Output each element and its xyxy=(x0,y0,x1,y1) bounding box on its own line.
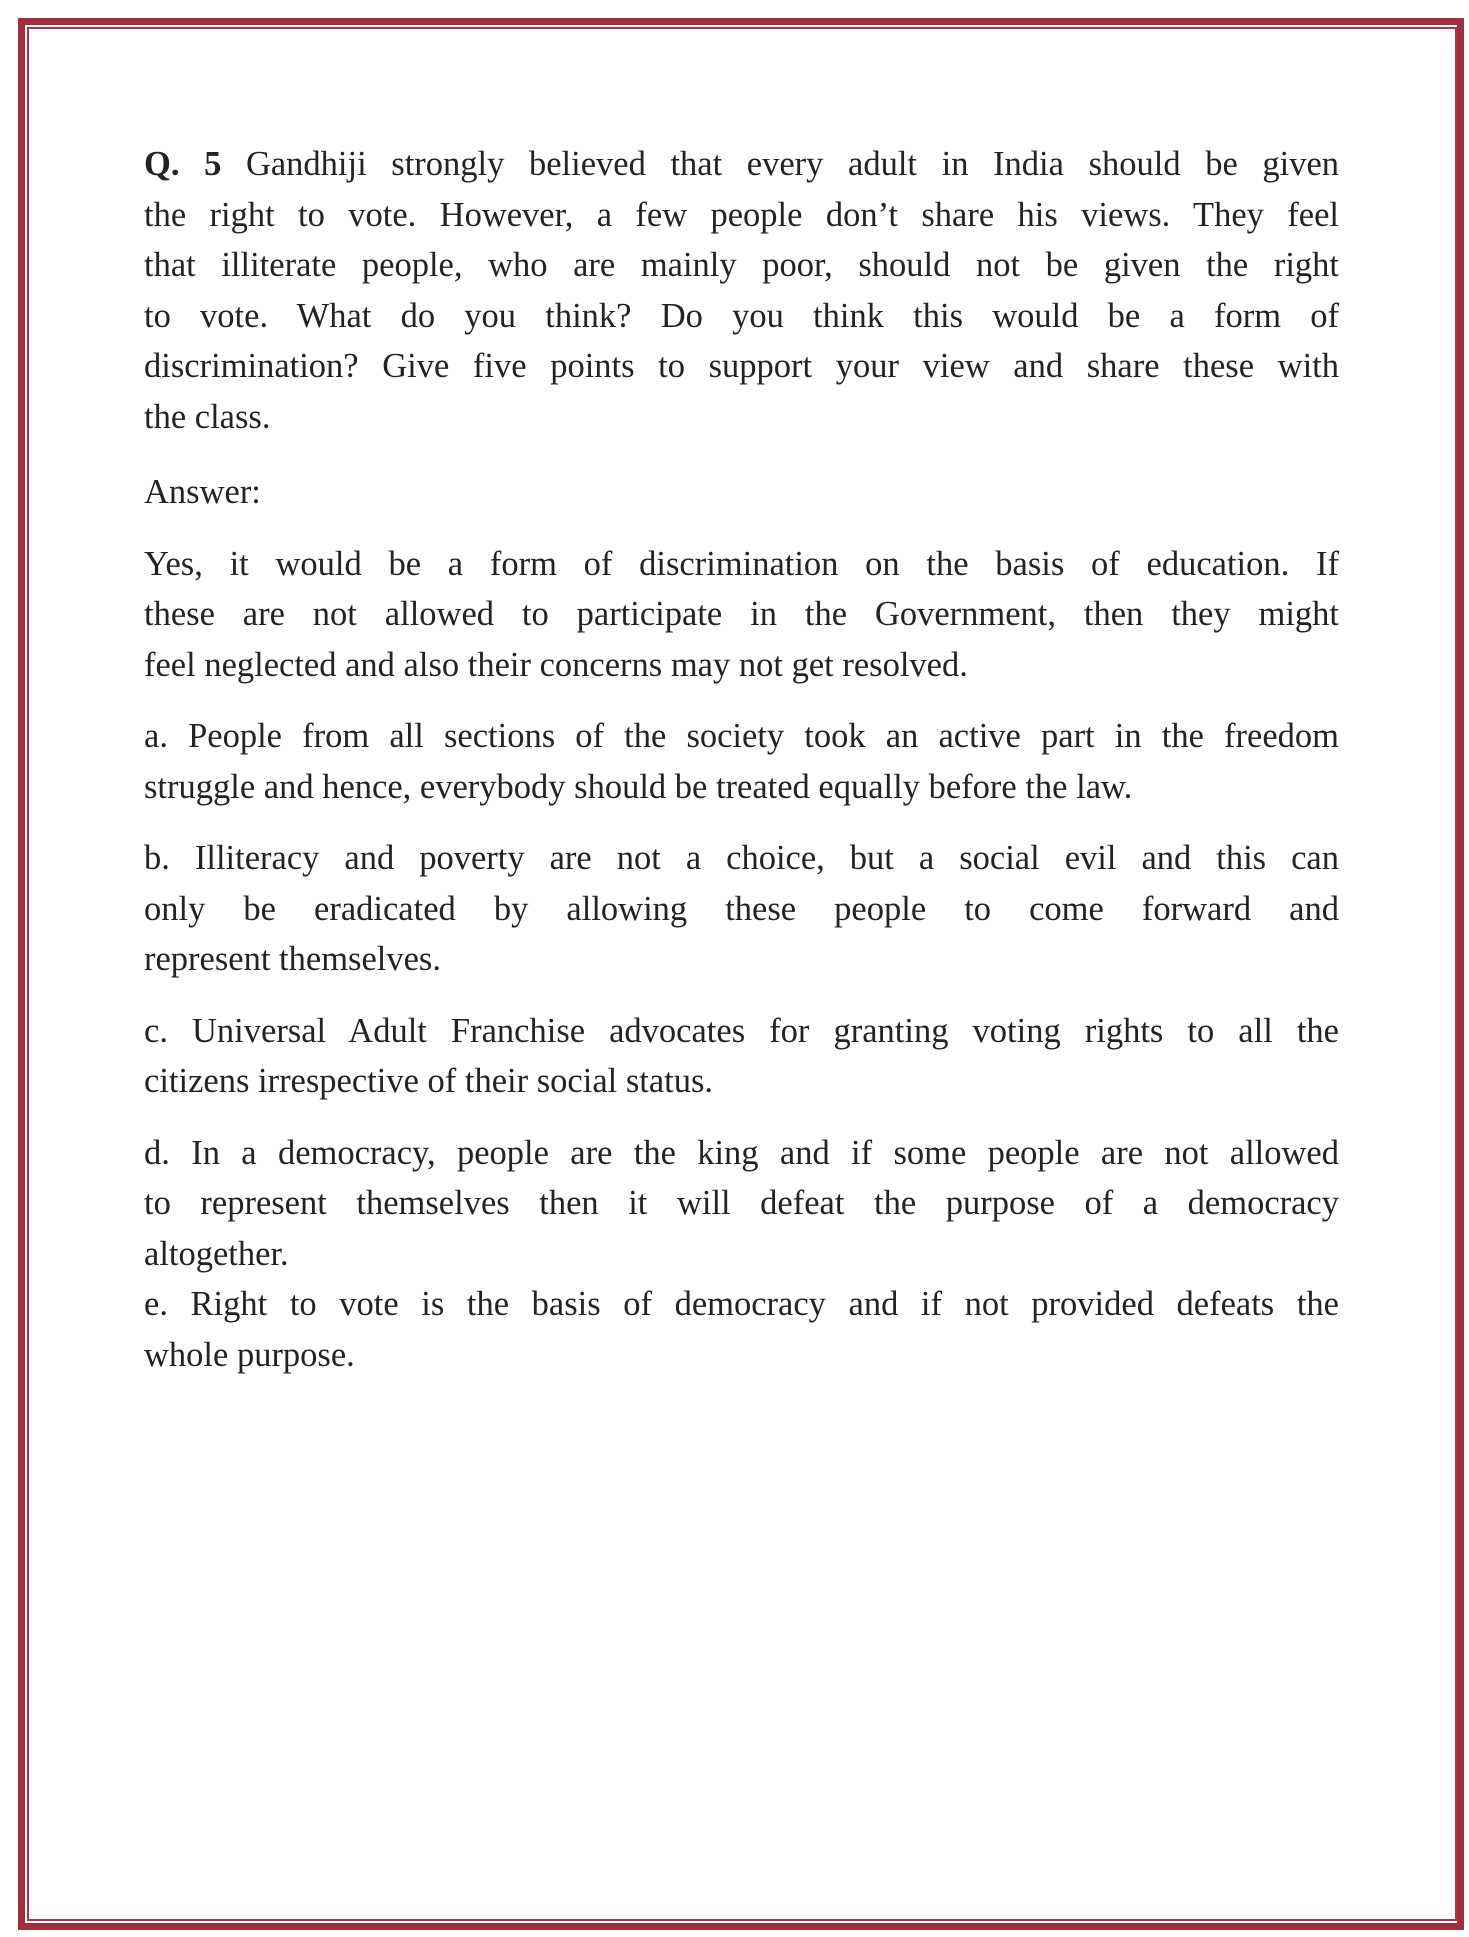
document-body xyxy=(144,139,1339,1380)
point-c xyxy=(144,1006,1339,1107)
question-number: Q. 5 xyxy=(144,145,222,183)
answer-line: Yes, it would be a form of discrimination on the basis of education. If xyxy=(144,544,1339,583)
point-line: c. Universal Adult Franchise advocates for granting voting rights to all the xyxy=(144,1011,1339,1050)
point-b xyxy=(144,833,1339,985)
question-line: that illiterate people, who are mainly poor, should not be given the right xyxy=(144,246,1339,284)
question-paragraph xyxy=(144,139,1339,442)
point-e xyxy=(144,1279,1339,1380)
answer-heading: Answer: xyxy=(144,473,261,511)
point-line: b. Illiteracy and poverty are not a choice, but a social evil and this can xyxy=(144,839,1339,877)
point-line: altogether. xyxy=(144,1234,289,1273)
point-line: a. People from all sections of the society took an active part in the freedom xyxy=(144,717,1339,755)
point-d xyxy=(144,1128,1339,1280)
point-line: struggle and hence, everybody should be treated equally before the law. xyxy=(144,767,1133,806)
point-line: represent themselves. xyxy=(144,940,441,978)
answer-intro-paragraph xyxy=(144,539,1339,691)
point-a xyxy=(144,711,1339,812)
question-line: to vote. What do you think? Do you think this would be a form of xyxy=(144,296,1339,335)
point-line: only be eradicated by allowing these people to come forward and xyxy=(144,889,1339,928)
answer-line: these are not allowed to participate in the Government, then they might xyxy=(144,595,1339,633)
answer-line: feel neglected and also their concerns may not get resolved. xyxy=(144,645,968,684)
question-line: discrimination? Give five points to support your view and share these with xyxy=(144,347,1339,385)
question-line: Q. 5 Gandhiji strongly believed that every adult in India should be given xyxy=(144,145,1340,183)
question-line: the class. xyxy=(144,397,271,436)
point-line: citizens irrespective of their social status. xyxy=(144,1062,714,1100)
point-line: to represent themselves then it will defeat the purpose of a democracy xyxy=(144,1184,1339,1222)
point-line: whole purpose. xyxy=(144,1335,355,1374)
point-line: e. Right to vote is the basis of democracy and if not provided defeats the xyxy=(144,1285,1339,1323)
question-line: the right to vote. However, a few people don’t share his views. They feel xyxy=(144,195,1339,234)
point-line: d. In a democracy, people are the king and if some people are not allowed xyxy=(144,1133,1339,1172)
